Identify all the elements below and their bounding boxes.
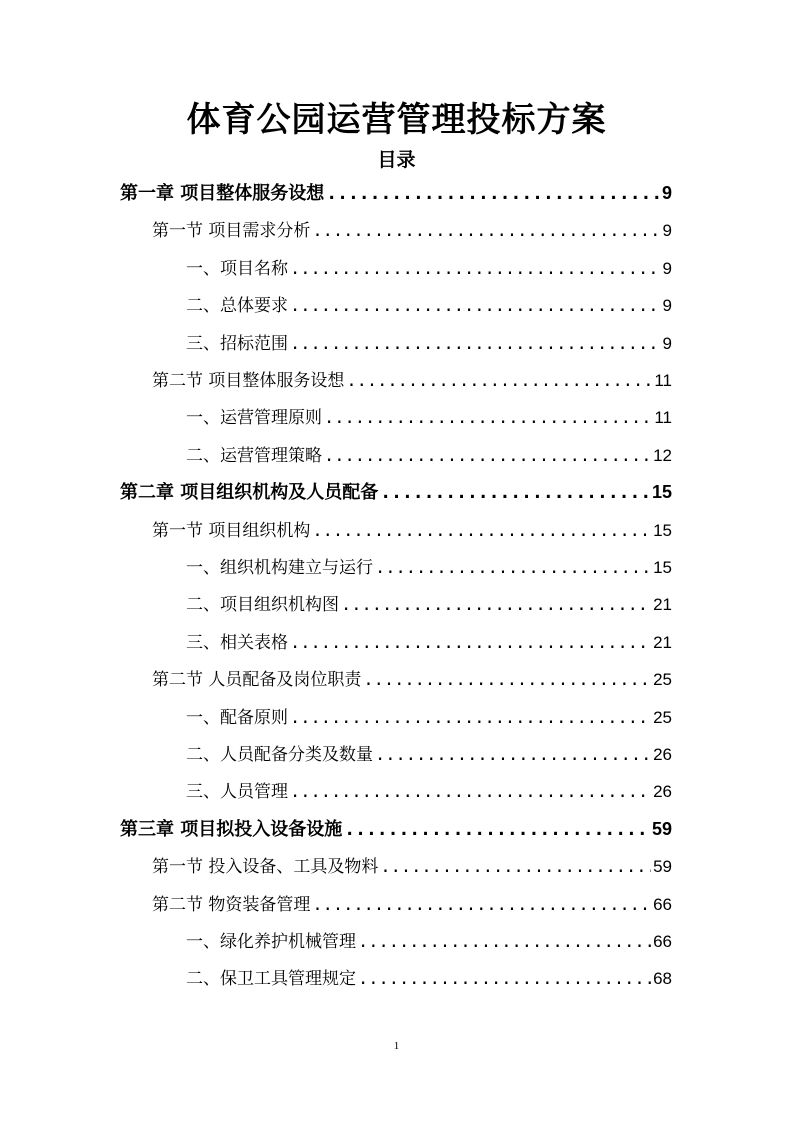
toc-entry-label: 一、组织机构建立与运行 (186, 558, 373, 578)
toc-entry[interactable] (152, 661, 672, 698)
toc-entry-page: 15 (653, 520, 672, 540)
dot-leader (312, 887, 651, 924)
dot-leader (346, 363, 652, 400)
dot-leader (326, 175, 660, 212)
toc-entry-page: 66 (653, 894, 672, 914)
dot-leader (341, 587, 651, 624)
toc-entry[interactable] (152, 212, 672, 249)
toc-entry[interactable] (186, 437, 672, 474)
dot-leader (324, 438, 651, 475)
toc-entry-label: 第一章 项目整体服务设想 (120, 183, 325, 204)
toc-entry[interactable] (120, 811, 672, 848)
toc-entry-page: 25 (653, 707, 672, 727)
toc-entry-label: 第二节 项目整体服务设想 (152, 371, 345, 391)
toc-entry-page: 9 (662, 221, 672, 241)
dot-leader (312, 513, 651, 550)
toc-entry-label: 二、运营管理策略 (186, 445, 322, 466)
dot-leader (380, 474, 650, 511)
toc-entry[interactable] (186, 736, 672, 773)
toc-heading: 目录 (377, 149, 416, 171)
dot-leader (380, 849, 651, 886)
toc-entry[interactable] (152, 886, 672, 923)
toc-entry-label: 第一节 投入设备、工具及物料 (152, 857, 379, 878)
toc-entry[interactable] (152, 848, 672, 885)
dot-leader (358, 924, 651, 961)
dot-leader (344, 811, 650, 848)
toc-entry-page: 9 (662, 333, 672, 353)
dot-leader (290, 625, 651, 662)
toc-entry-page: 11 (654, 408, 672, 428)
toc-entry-page: 12 (653, 445, 672, 465)
dot-leader (324, 400, 652, 437)
toc-entry[interactable] (186, 325, 672, 362)
toc-entry-label: 一、运营管理原则 (186, 408, 322, 429)
dot-leader (290, 288, 661, 325)
toc-entry-label: 第三章 项目拟投入设备设施 (120, 818, 343, 840)
toc-entry[interactable] (186, 960, 672, 997)
dot-leader (290, 700, 651, 737)
toc-entry-label: 二、人员配备分类及数量 (186, 745, 373, 765)
toc-entry-page: 26 (653, 782, 672, 802)
dot-leader (363, 662, 651, 699)
toc-entry[interactable] (120, 474, 672, 511)
toc-entry-page: 15 (651, 482, 672, 503)
toc-entry[interactable] (186, 287, 672, 324)
toc-entry-page: 59 (653, 857, 672, 877)
dot-leader (290, 774, 651, 811)
toc-entry-page: 21 (653, 595, 672, 615)
toc-entry[interactable] (186, 250, 672, 287)
toc-entry-page: 25 (653, 670, 672, 690)
toc-entry[interactable] (152, 362, 672, 399)
toc-entry-page: 11 (654, 371, 672, 390)
toc-entry-label: 第二章 项目组织机构及人员配备 (120, 482, 379, 504)
toc-entry-label: 一、绿化养护机械管理 (186, 932, 356, 952)
toc-entry-page: 66 (653, 932, 672, 951)
toc-entry-label: 二、项目组织机构图 (186, 595, 339, 616)
document-title: 体育公园运营管理投标方案 (186, 100, 607, 140)
toc-entry-page: 26 (653, 745, 672, 764)
toc-entry[interactable] (186, 586, 672, 623)
dot-leader (375, 737, 651, 774)
toc-entry-label: 第二节 人员配备及岗位职责 (152, 670, 362, 691)
toc-entry-page: 9 (662, 258, 672, 278)
toc-entry[interactable] (186, 549, 672, 586)
toc-entry-label: 二、总体要求 (186, 296, 288, 317)
toc-entry[interactable] (186, 773, 672, 810)
dot-leader (358, 961, 651, 998)
toc-entry-page: 9 (662, 296, 672, 316)
toc-entry[interactable] (186, 399, 672, 436)
toc-entry[interactable] (120, 175, 672, 212)
toc-entry-label: 二、保卫工具管理规定 (186, 969, 356, 990)
toc-entry-label: 三、人员管理 (186, 782, 288, 803)
toc-entry-page: 59 (651, 818, 672, 839)
toc-entry-label: 第二节 物资装备管理 (152, 894, 311, 915)
dot-leader (375, 550, 651, 587)
toc-entry-label: 第一节 项目需求分析 (152, 221, 311, 242)
toc-entry[interactable] (152, 512, 672, 549)
toc-entry-label: 一、项目名称 (186, 258, 288, 279)
footer-page-number: 1 (393, 1040, 400, 1052)
toc-entry-label: 三、招标范围 (186, 333, 288, 354)
toc-entry[interactable] (186, 699, 672, 736)
toc-entry-page: 68 (653, 969, 672, 989)
dot-leader (290, 251, 661, 288)
toc-entry[interactable] (186, 624, 672, 661)
toc-entry-page: 9 (661, 183, 672, 203)
dot-leader (290, 326, 661, 363)
toc-entry[interactable] (186, 923, 672, 960)
toc-entry-page: 21 (653, 632, 672, 652)
toc-entry-label: 第一节 项目组织机构 (152, 520, 311, 541)
toc-entry-page: 15 (653, 558, 672, 577)
dot-leader (312, 213, 660, 250)
toc-entry-label: 一、配备原则 (186, 707, 288, 728)
toc-entry-label: 三、相关表格 (186, 632, 288, 653)
